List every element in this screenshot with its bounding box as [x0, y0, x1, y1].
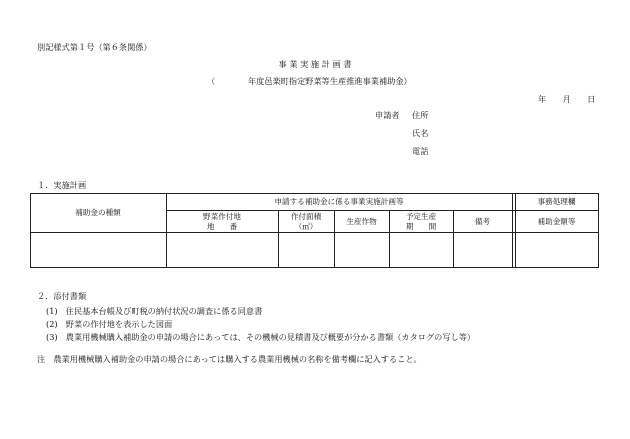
list-item: (3) 農業用機械購入補助金の申請の場合にあっては、その機械の見積書及び概要が分かる書類（カタログの写し等） — [46, 332, 476, 342]
col-crop: 生産作物 — [346, 217, 377, 226]
section2-title: ２．添付書類 — [37, 291, 87, 301]
document-title: 事 業 実 施 計 画 書 — [278, 59, 352, 69]
col-area-line1: 作付面積 — [290, 212, 322, 221]
col-land-line1: 野菜作付地 — [203, 212, 241, 221]
group-header-plan: 申請する補助金に係る事業実施計画等 — [274, 197, 404, 206]
address-label: 住所 — [412, 110, 429, 120]
cell-crop[interactable] — [335, 233, 389, 267]
office-use-header: 事務処理欄 — [537, 197, 576, 206]
document-subtitle: （ 年度邑楽町指定野菜等生産推進事業補助金） — [207, 76, 412, 86]
col-subsidy-amount: 補助金額等 — [537, 217, 576, 226]
col-subsidy-type: 補助金の種類 — [75, 208, 121, 217]
cell-subsidy-type[interactable] — [31, 233, 166, 267]
phone-label: 電話 — [412, 146, 429, 156]
list-item: (2) 野菜の作付地を表示した図面 — [46, 319, 173, 329]
col-land-line2: 地 番 — [206, 222, 238, 231]
name-label: 氏名 — [412, 128, 429, 138]
cell-area[interactable] — [279, 233, 334, 267]
col-period-line2: 期 間 — [405, 222, 437, 231]
section1-title: １．実施計画 — [37, 180, 87, 190]
cell-period[interactable] — [390, 233, 453, 267]
col-period-line1: 予定生産 — [405, 212, 437, 221]
list-item: (1) 住民基本台帳及び町税の納付状況の調査に係る同意書 — [46, 306, 263, 316]
col-note: 備考 — [474, 217, 491, 226]
cell-note[interactable] — [454, 233, 512, 267]
col-area-line2: （㎡） — [294, 222, 318, 231]
form-label: 別記様式第１号（第６条関係） — [37, 42, 152, 52]
cell-subsidy-amount[interactable] — [516, 233, 598, 267]
footnote: 注 農業用機械購入補助金の申請の場合にあっては購入する農業用機械の名称を備考欄に記入すること。 — [37, 354, 422, 364]
applicant-label: 申請者 — [375, 110, 400, 120]
date-line: 年 月 日 — [538, 94, 596, 104]
cell-land-number[interactable] — [167, 233, 278, 267]
